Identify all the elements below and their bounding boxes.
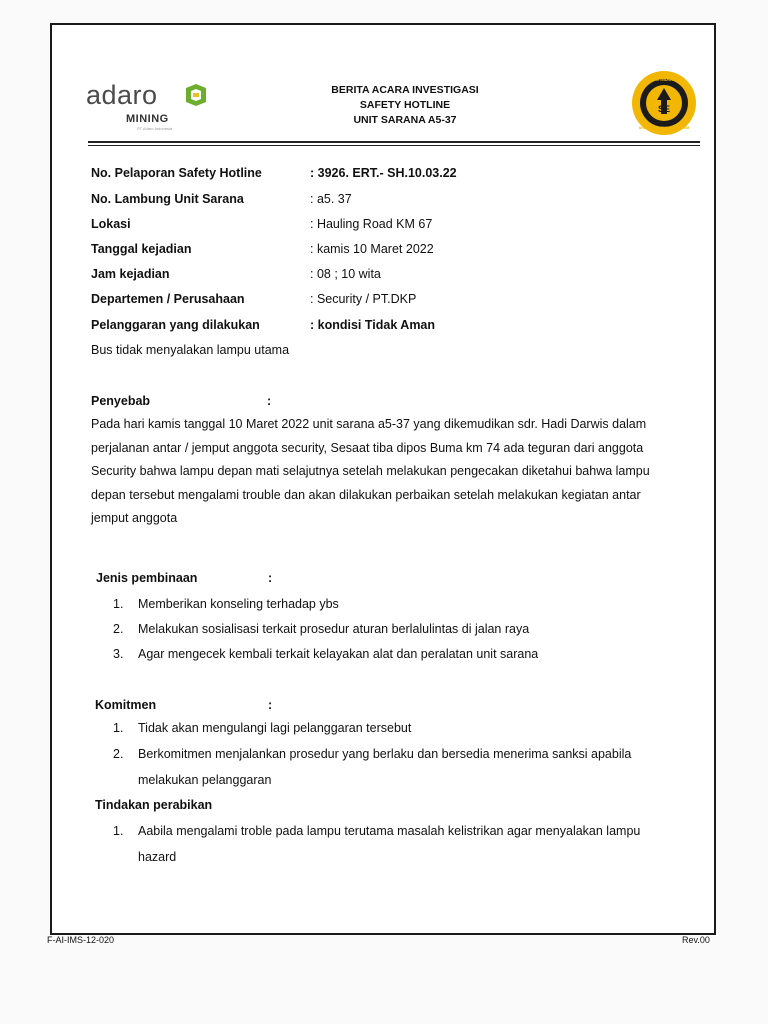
penyebab-line: perjalanan antar / jemput anggota security, Sesaat tiba dipos Buma km 74 ada teguran dari anggota [91,440,644,455]
tindakan-item-continuation: hazard [138,850,177,864]
field-label-date: Tanggal kejadian [91,242,192,256]
pembinaan-item-number: 1. [113,597,124,611]
pembinaan-colon: : [268,571,273,585]
header-rule [88,141,700,143]
pembinaan-item-text: Agar mengecek kembali terkait kelayakan alat dan peralatan unit sarana [138,647,539,661]
komitmen-item-text: Tidak akan mengulangi lagi pelanggaran tersebut [138,721,412,735]
section-heading-komitmen: Komitmen [95,698,157,712]
adaro-leaf-icon [183,82,209,108]
field-value-report-number: : 3926. ERT.- SH.10.03.22 [310,166,457,180]
field-value-date: : kamis 10 Maret 2022 [310,242,434,256]
section-heading-penyebab: Penyebab [91,394,151,408]
field-label-violation: Pelanggaran yang dilakukan [91,318,260,332]
komitmen-item-number: 2. [113,747,124,761]
field-label-time: Jam kejadian [91,267,170,281]
title-line-2: SAFETY HOTLINE [359,99,451,111]
logo-tagline: PT Adaro Indonesia [137,126,173,131]
penyebab-line: jemput anggota [91,511,178,525]
field-value-unit-number: : a5. 37 [310,192,352,206]
violation-detail: Bus tidak menyalakan lampu utama [91,343,290,357]
form-code: F-AI-IMS-12-020 [47,935,115,945]
title-line-3: UNIT SARANA A5-37 [353,114,457,126]
title-line-1: BERITA ACARA INVESTIGASI [331,84,479,96]
penyebab-colon: : [267,394,272,408]
pembinaan-item-text: Melakukan sosialisasi terkait prosedur aturan berlalulintas di jalan raya [138,622,530,636]
revision-label: Rev.00 [682,935,710,945]
seal-bottom-text: SHE MANAGEMENT SYSTEM [638,126,690,130]
pembinaan-item-text: Memberikan konseling terhadap ybs [138,597,339,611]
komitmen-item-text: Berkomitmen menjalankan prosedur yang berlaku dan bersedia menerima sanksi apabila [138,747,632,761]
field-value-time: : 08 ; 10 wita [310,267,381,281]
section-heading-pembinaan: Jenis pembinaan [96,571,198,585]
logo-sub: MINING [126,113,169,125]
komitmen-colon: : [268,698,273,712]
penyebab-paragraph [91,413,703,531]
field-value-department: : Security / PT.DKP [310,292,417,306]
tindakan-item-text: Aabila mengalami troble pada lampu terutama masalah kelistrikan agar menyalakan lampu [138,824,641,838]
field-label-unit-number: No. Lambung Unit Sarana [91,192,244,206]
field-label-department: Departemen / Perusahaan [91,292,245,306]
seal-center-text: SE [657,104,671,114]
field-value-violation: : kondisi Tidak Aman [310,318,436,332]
header-rule-thin [88,145,700,146]
document-title [290,83,520,128]
pembinaan-item-number: 2. [113,622,124,636]
section-heading-tindakan: Tindakan perabikan [95,798,213,812]
field-label-location: Lokasi [91,217,131,231]
adaro-mining-logo [86,80,236,130]
she-management-seal [631,70,697,136]
penyebab-line: Pada hari kamis tanggal 10 Maret 2022 unit sarana a5-37 yang dikemudikan sdr. Hadi Darwis dalam [91,417,647,431]
field-label-report-number: No. Pelaporan Safety Hotline [91,166,262,180]
seal-top-text: ADARO INDONESIA [642,77,686,82]
komitmen-item-continuation: melakukan pelanggaran [138,773,272,787]
pembinaan-item-number: 3. [113,647,124,661]
logo-word: adaro [86,80,158,110]
tindakan-item-number: 1. [113,824,124,838]
penyebab-line: Security bahwa lampu depan mati selajutnya setelah melakukan pengecakan diketahui bahwa lampu [91,464,650,478]
penyebab-line: depan tersebut mengalami trouble dan akan dilakukan perbaikan setelah melakukan kegiatan antar [91,487,641,502]
komitmen-item-number: 1. [113,721,124,735]
field-value-location: : Hauling Road KM 67 [310,217,433,231]
